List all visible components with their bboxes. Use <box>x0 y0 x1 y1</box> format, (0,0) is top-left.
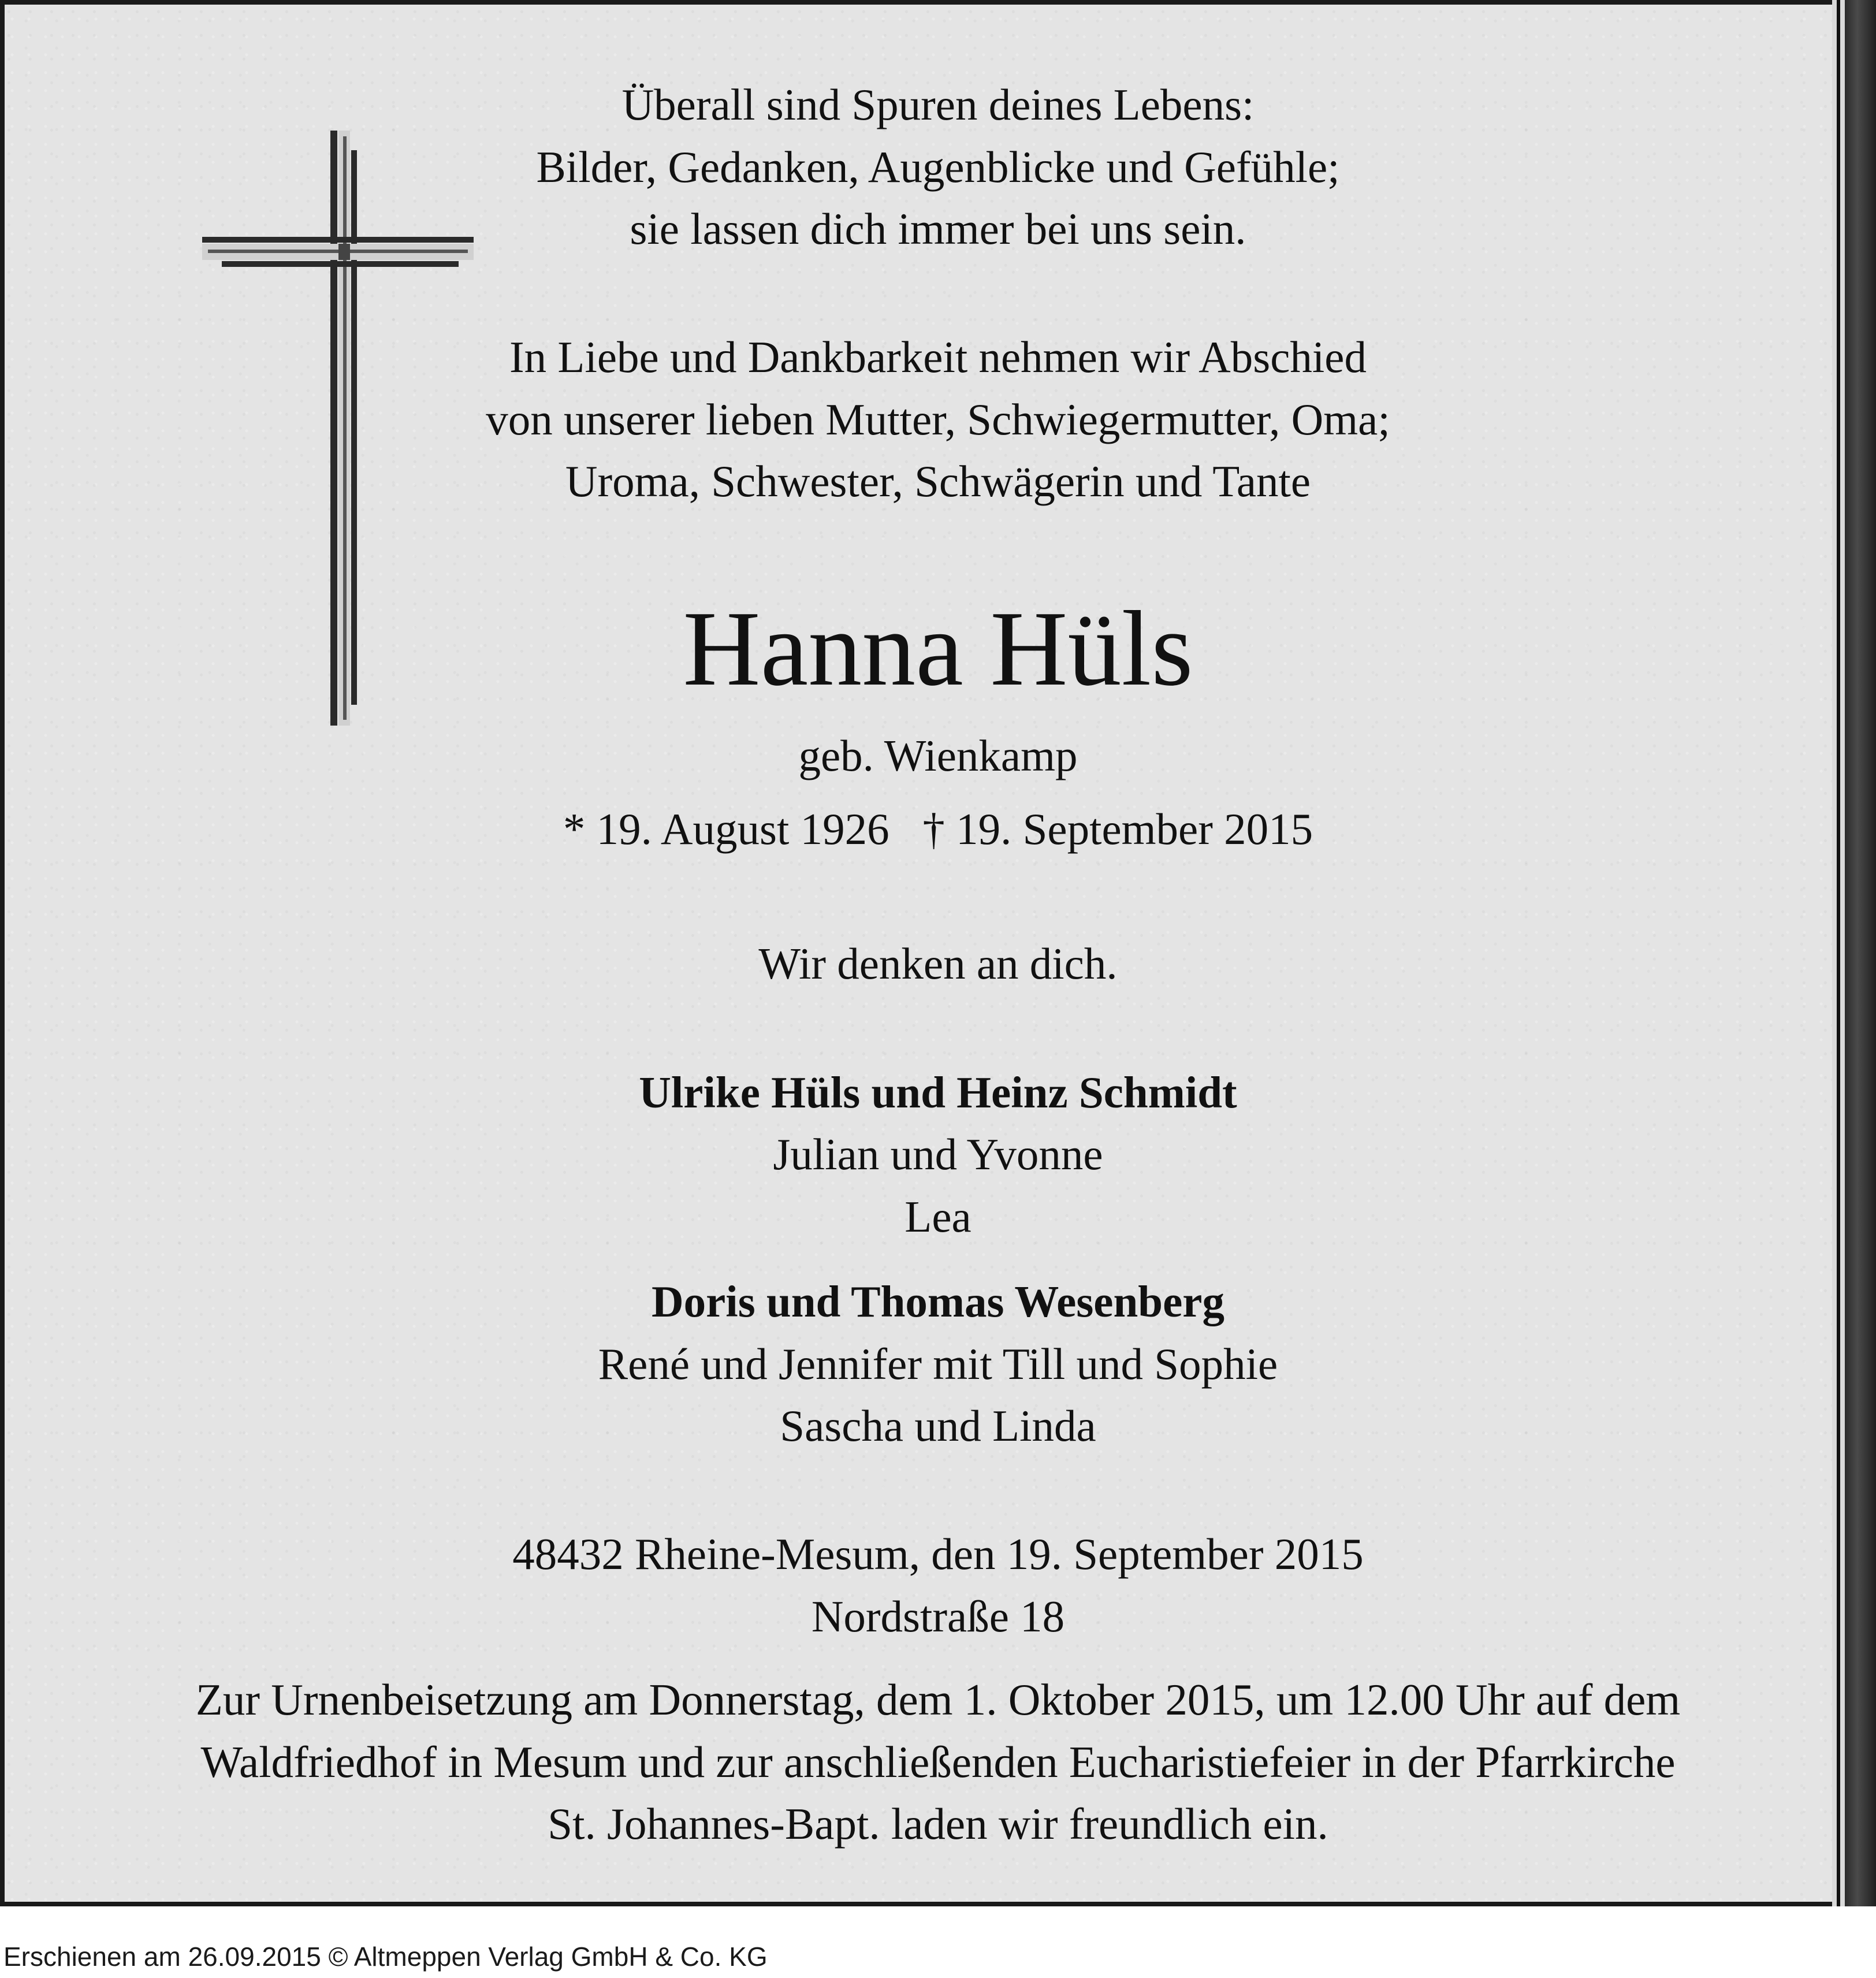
family-member-1-1: Julian und Yvonne <box>773 1129 1103 1179</box>
family-head-1: Ulrike Hüls und Heinz Schmidt <box>639 1068 1237 1117</box>
ceremony-line-3: St. Johannes-Bapt. laden wir freundlich ein. <box>548 1799 1328 1849</box>
deceased-name: Hanna Hüls <box>683 589 1193 708</box>
poem-line-3: sie lassen dich immer bei uns sein. <box>630 204 1246 254</box>
family-member-1-2: Lea <box>904 1192 972 1241</box>
ceremony-line-2: Waldfriedhof in Mesum und zur anschließenden Eucharistiefeier in der Pfarrkirche <box>200 1737 1676 1787</box>
address: Nordstraße 18 <box>811 1592 1065 1641</box>
life-dates: * 19. August 1926 † 19. September 2015 <box>563 804 1313 854</box>
maiden-name: geb. Wienkamp <box>798 731 1078 780</box>
ceremony-line-1: Zur Urnenbeisetzung am Donnerstag, dem 1. Oktober 2015, um 12.00 Uhr auf dem <box>195 1675 1681 1724</box>
farewell-line-2: von unserer lieben Mutter, Schwiegermutter, Oma; <box>486 395 1390 444</box>
poem-line-1: Überall sind Spuren deines Lebens: <box>621 80 1255 129</box>
remembrance: Wir denken an dich. <box>758 939 1118 988</box>
farewell-line-1: In Liebe und Dankbarkeit nehmen wir Abschied <box>509 332 1367 382</box>
place-date: 48432 Rheine-Mesum, den 19. September 2015 <box>512 1529 1364 1579</box>
family-head-2: Doris und Thomas Wesenberg <box>652 1277 1224 1326</box>
farewell-line-3: Uroma, Schwester, Schwägerin und Tante <box>565 456 1311 506</box>
family-member-2-1: René und Jennifer mit Till und Sophie <box>598 1339 1278 1389</box>
family-member-2-2: Sascha und Linda <box>780 1401 1096 1451</box>
poem-line-2: Bilder, Gedanken, Augenblicke und Gefühle; <box>536 142 1340 192</box>
publication-footer: Erschienen am 26.09.2015 © Altmeppen Verlag GmbH & Co. KG <box>3 1942 768 1972</box>
